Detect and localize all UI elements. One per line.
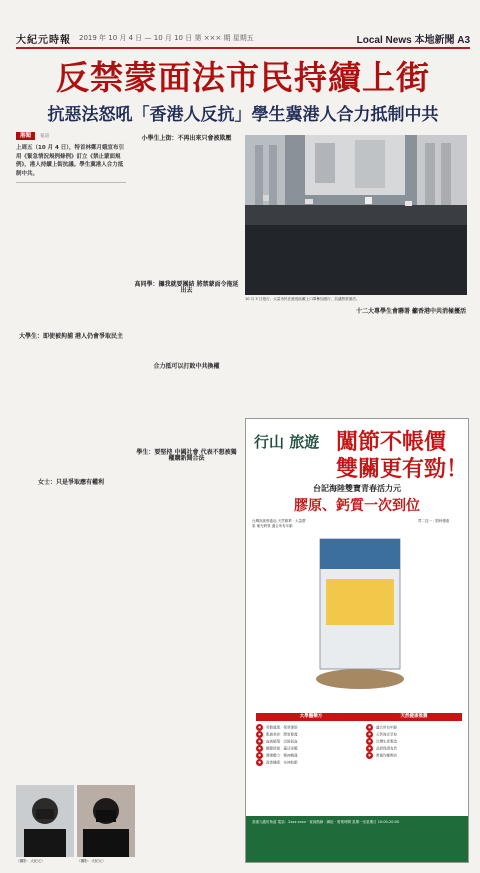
- benefit-item: ● 骨骼健康：保骨強筋: [256, 724, 366, 731]
- main-photo-caption: 10 月 5 日遊行，大量市民在港島區戴上口罩參加遊行，抗議禁蒙面法。: [245, 297, 360, 301]
- ad-slogan-line2: 雙關更有勁！: [336, 456, 469, 482]
- advertisement: [245, 418, 469, 863]
- ad-info-text: 台灣高級營養品 天然精華 · 大量膠原 補充鈣質 適合所有年齡: [252, 519, 306, 528]
- pupil-heading: 小學生上街：不再出來只會被欺壓: [141, 135, 232, 142]
- ad-benefits-left-header: 大學醫藥方: [256, 713, 366, 721]
- ad-product-line: 膠原、鈣質一次到位: [294, 498, 420, 514]
- bullet-icon: ●: [256, 759, 263, 766]
- paper-logo: 大紀元時報: [16, 34, 71, 46]
- byline: 報道: [40, 134, 50, 139]
- section-tag: 港聞: [16, 132, 35, 140]
- crowd-photo-graphic: [245, 135, 467, 295]
- headline: 反禁蒙面法市民持續上街: [56, 58, 430, 97]
- column-two: [16, 330, 126, 750]
- section-title: Local News 本地新聞 A3: [356, 34, 470, 46]
- subheadline: 抗惡法怒吼「香港人反抗」學生冀港人合力抵制中共: [47, 105, 439, 125]
- benefit-item: ● 增強體力：精神飽滿: [256, 752, 366, 759]
- bullet-icon: ●: [256, 731, 263, 738]
- bullet-icon: ●: [256, 738, 263, 745]
- bullet-icon: ●: [366, 752, 373, 759]
- ad-benefits-section: [246, 709, 468, 817]
- benefit-item: ● 肌膚美容：膠原修護: [256, 731, 366, 738]
- benefit-item: ● 營養均衡吸收: [366, 752, 462, 759]
- woman-heading: 女士：只是爭取應有權利: [37, 479, 104, 486]
- benefit-item: ● 血液循環：活絡氣血: [256, 738, 366, 745]
- union-heading: 十二大專學生會聯署 籲香港中共消極擾活: [355, 308, 467, 315]
- bullet-icon: ●: [366, 745, 373, 752]
- benefit-item: ● 適合所有年齡: [366, 724, 462, 731]
- student-heading: 大學生：即使被拘捕 港人仍會爭取民主: [18, 333, 124, 340]
- student-ko-heading: 高同學：攞我就要團結 將禁蒙面令拖延出去: [134, 281, 239, 294]
- left-column: [16, 132, 126, 188]
- student-photo-right: [77, 785, 135, 857]
- ad-benefits-right: [366, 713, 462, 759]
- bullet-icon: ●: [256, 724, 263, 731]
- benefit-item: ● 改善睡眠：安神助眠: [256, 759, 366, 766]
- bullet-icon: ●: [256, 752, 263, 759]
- student-photo-left: [16, 785, 74, 857]
- masthead: [16, 30, 470, 46]
- ad-contact-bar: 香港九龍旺角道 電話：2xxx xxxx · 查詢熱線 · 網址 · 營業時間 星期一至星期日 10:00-20:00: [246, 816, 468, 862]
- column-three: [134, 132, 239, 872]
- benefit-item: ● 關節舒緩：靈活身體: [256, 745, 366, 752]
- person-photo-graphic: [16, 785, 74, 857]
- masthead-rule: [16, 47, 470, 49]
- masked-person-photo-graphic: [77, 785, 135, 857]
- bullet-icon: ●: [366, 724, 373, 731]
- issue-meta: 2019 年 10 月 4 日 — 10 月 10 日 第 ××× 期 星期五: [79, 34, 254, 42]
- bullet-icon: ●: [256, 745, 263, 752]
- unite-heading: 合力抵可以打敗中共換權: [153, 363, 220, 370]
- benefit-item: ● 品質保證有效: [366, 745, 462, 752]
- column-four: [245, 305, 467, 415]
- bottom-left-caption: （攝影：大紀元）: [16, 859, 45, 863]
- lead-divider: [16, 182, 126, 183]
- bullet-icon: ●: [366, 738, 373, 745]
- lead-paragraph: 上周五（10 月 4 日），特首林鄭月娥宣布引用《緊急情況規例條例》訂立《禁止蒙面規例》，港人持續上街抗議。學生冀港人合力抵制中共。: [16, 145, 124, 177]
- ad-benefits-left: [256, 713, 366, 766]
- benefit-item: ● 台灣生產製造: [366, 738, 462, 745]
- ad-slogan-line1: 闖節不帳價: [336, 429, 447, 455]
- ad-benefits-right-header: 天然健康推薦: [366, 713, 462, 721]
- benefit-item: ● 天然海洋萃取: [366, 731, 462, 738]
- bullet-icon: ●: [366, 731, 373, 738]
- ad-brand: 行山 旅遊: [254, 433, 320, 451]
- persist-heading: 學生：要堅持 中國社會 代表不想被獨權購新聞合法: [136, 449, 237, 462]
- ad-promo-line: 台記海陸雙寶青春活力元: [313, 484, 401, 493]
- supplement-box-graphic: [310, 519, 410, 699]
- ad-gift-text: 買二送一 · 限時優惠: [418, 519, 450, 523]
- protest-photo: [245, 135, 467, 295]
- bottom-right-caption: （攝影：大紀元）: [77, 859, 106, 863]
